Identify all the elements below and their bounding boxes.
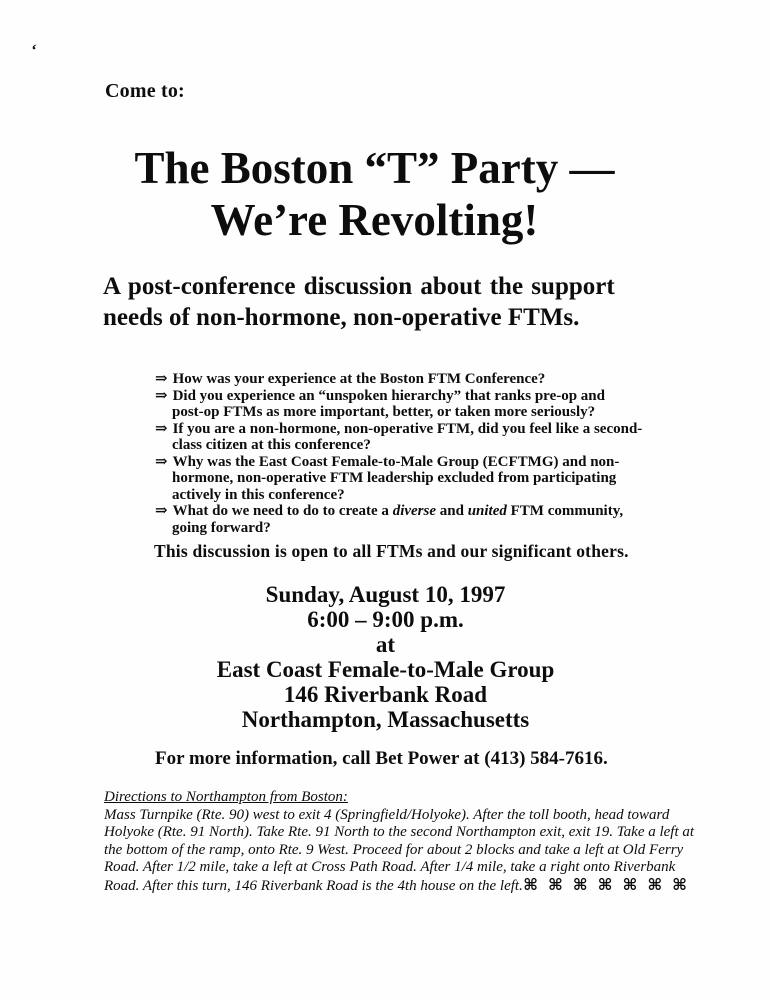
- title-line-2: We’re Revolting!: [210, 195, 539, 245]
- event-subtitle: [103, 271, 659, 333]
- directions-line: Holyoke (Rte. 91 North). Take Rte. 91 North to the second Northampton exit, exit 19. Take a left at: [104, 824, 695, 841]
- subtitle-line-1: A post-conference discussion about the support: [103, 273, 615, 300]
- question-text: If you are a non-hormone, non-operative FTM, did you feel like a second-: [172, 420, 643, 437]
- question-item: [155, 503, 642, 520]
- question-text-continued: class citizen at this conference?: [172, 437, 371, 453]
- question-text-continued: going forward?: [172, 519, 271, 536]
- open-invitation-line: This discussion is open to all FTMs and our significant others.: [154, 541, 629, 561]
- directions-line: the bottom of the ramp, onto Rte. 9 West. Proceed for about 2 blocks and take a left at Old Ferry: [104, 841, 684, 858]
- stray-scan-mark: ‘: [30, 41, 38, 60]
- question-item: [155, 388, 642, 405]
- question-text: What do we need to do to create a: [172, 503, 393, 519]
- directions-line: Mass Turnpike (Rte. 90) west to exit 4 (Springfield/Holyoke). After the toll booth, head toward: [104, 806, 670, 823]
- subtitle-line-2: needs of non-hormone, non-operative FTMs.: [103, 304, 580, 331]
- directions-heading-text: Directions to Northampton from Boston:: [104, 789, 348, 805]
- question-item: [155, 421, 642, 438]
- double-arrow-icon: ⇒: [155, 503, 168, 519]
- emphasized-word: diverse: [392, 503, 437, 519]
- command-symbols-row: ⌘ ⌘ ⌘ ⌘ ⌘ ⌘ ⌘: [523, 876, 690, 894]
- question-text: and: [436, 503, 468, 519]
- question-list: [155, 371, 642, 536]
- event-city-state: Northampton, Massachusetts: [241, 707, 530, 732]
- question-text-continued: post-op FTMs as more important, better, or taken more seriously?: [172, 404, 596, 420]
- question-text: FTM community,: [506, 503, 624, 519]
- question-text-continued: actively in this conference?: [172, 486, 345, 503]
- question-item: [155, 371, 642, 388]
- event-venue: East Coast Female-to-Male Group: [216, 657, 555, 682]
- directions-line-text: Road. After this turn, 146 Riverbank Road is the 4th house on the left.: [104, 877, 523, 894]
- emphasized-word: united: [467, 503, 507, 519]
- directions-section: [104, 789, 695, 896]
- come-to-label: Come to:: [105, 80, 185, 102]
- directions-line: Road. After 1/2 mile, take a left at Cross Path Road. After 1/4 mile, take a right onto Riverbank: [104, 859, 676, 876]
- question-text: Why was the East Coast Female-to-Male Group (ECFTMG) and non-: [172, 453, 620, 470]
- event-title: [2, 142, 747, 246]
- contact-info-line: For more information, call Bet Power at (413) 584-7616.: [155, 748, 608, 769]
- directions-heading: [104, 789, 690, 807]
- directions-last-line: [104, 877, 690, 896]
- question-text-continued: hormone, non-operative FTM leadership excluded from participating: [172, 470, 617, 486]
- question-item: [155, 454, 642, 471]
- event-street-address: 146 Riverbank Road: [283, 682, 488, 707]
- double-arrow-icon: ⇒: [155, 387, 168, 404]
- event-time: 6:00 – 9:00 p.m.: [307, 607, 464, 632]
- event-details: [0, 582, 771, 732]
- title-line-1: The Boston “T” Party —: [134, 143, 615, 193]
- double-arrow-icon: ⇒: [155, 371, 168, 387]
- double-arrow-icon: ⇒: [155, 420, 168, 437]
- question-text: How was your experience at the Boston FTM Conference?: [172, 371, 546, 387]
- event-date: Sunday, August 10, 1997: [265, 582, 506, 607]
- double-arrow-icon: ⇒: [155, 453, 168, 470]
- question-text: Did you experience an “unspoken hierarchy” that ranks pre-op and: [172, 387, 605, 404]
- event-at-label: at: [375, 632, 396, 657]
